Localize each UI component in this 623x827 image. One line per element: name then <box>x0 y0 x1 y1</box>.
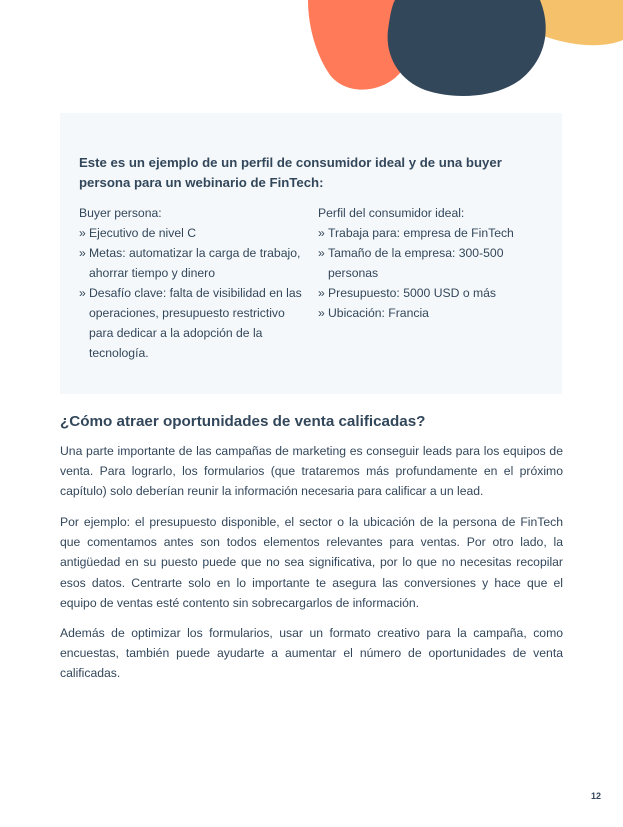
section-heading: ¿Cómo atraer oportunidades de venta calificadas? <box>60 413 426 430</box>
callout-title: Este es un ejemplo de un perfil de consumidor ideal y de una buyer persona para un webinario de FinTech: <box>79 155 502 190</box>
buyer-persona-heading: Buyer persona: <box>79 206 162 220</box>
decorative-blobs <box>0 0 623 110</box>
list-item: » Presupuesto: 5000 USD o más <box>318 283 550 303</box>
paragraph-1: Una parte importante de las campañas de marketing es conseguir leads para los equipos de venta. Para lograrlo, los formularios (que trataremos más profundamente en el próximo capítulo) solo deberían reunir la información necesaria para calificar a un lead. <box>60 444 563 499</box>
paragraph-3: Además de optimizar los formularios, usar un formato creativo para la campaña, como encuestas, también puede ayudarte a aumentar el número de oportunidades de venta calificadas. <box>60 626 563 681</box>
list-item: » Trabaja para: empresa de FinTech <box>318 223 550 243</box>
navy-blob <box>388 0 546 96</box>
list-item: » Metas: automatizar la carga de trabajo, ahorrar tiempo y dinero <box>79 243 311 283</box>
ideal-profile-list <box>318 223 550 323</box>
list-item: » Ejecutivo de nivel C <box>79 223 311 243</box>
page-number: 12 <box>590 791 601 801</box>
list-item: » Tamaño de la empresa: 300-500 personas <box>318 243 550 283</box>
ideal-profile-column <box>318 203 550 323</box>
buyer-persona-list <box>79 223 311 363</box>
paragraph-2: Por ejemplo: el presupuesto disponible, el sector o la ubicación de la persona de FinTech que comentamos antes son todos elementos relevantes para ventas. Por otro lado, la antigüedad en su puesto puede que no sea significativa, por lo que no necesitas recopilar esos datos. Centrarte solo en lo importante te asegura las conversiones y hace que el equipo de ventas esté contento sin sobrecargarlos de información. <box>60 515 563 610</box>
ideal-profile-heading: Perfil del consumidor ideal: <box>318 206 465 220</box>
list-item: » Desafío clave: falta de visibilidad en las operaciones, presupuesto restrictivo para dedicar a la adopción de la tecnología. <box>79 283 311 363</box>
example-callout-box <box>60 113 562 394</box>
list-item: » Ubicación: Francia <box>318 303 550 323</box>
buyer-persona-column <box>79 203 311 363</box>
